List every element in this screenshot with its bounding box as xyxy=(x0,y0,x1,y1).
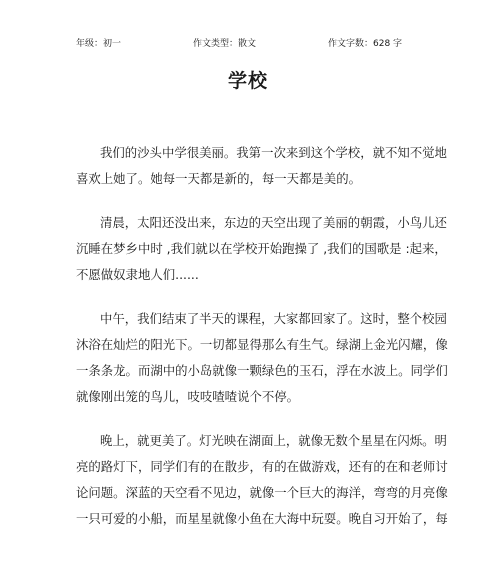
paragraph-3 xyxy=(76,306,448,410)
text-line: 就像刚出笼的鸟儿，吱吱喳喳说个不停。 xyxy=(76,389,300,404)
essay-body xyxy=(76,140,448,550)
word-count-label: 作文字数：628 字 xyxy=(328,39,403,49)
text-line: 不愿做奴隶地人们...... xyxy=(76,267,199,282)
text-line: 沐浴在灿烂的阳光下。一切都显得那么有生气。绿湖上金光闪耀，像 xyxy=(76,337,448,352)
text-line: 我们的沙头中学很美丽。我第一次来到这个学校，就不知不觉地 xyxy=(100,145,447,160)
text-line: 晚上，就更美了。灯光映在湖面上，就像无数个星星在闪烁。明 xyxy=(100,433,447,448)
paragraph-1 xyxy=(76,140,447,192)
text-line: 中午，我们结束了半天的课程，大家都回家了。这时，整个校园 xyxy=(100,311,447,326)
essay-title: 学校 xyxy=(227,70,268,92)
text-line: 亮的路灯下，同学们有的在散步，有的在做游戏，还有的在和老师讨 xyxy=(76,459,448,474)
grade-label: 年级：初一 xyxy=(76,39,122,49)
text-line: 一条条龙。而湖中的小岛就像一颗绿色的玉石，浮在水波上。同学们 xyxy=(76,363,448,378)
text-line: 论问题。深蓝的天空看不见边，就像一个巨大的海洋，弯弯的月亮像 xyxy=(76,485,448,500)
document-meta-row xyxy=(0,36,496,50)
essay-type-label: 作文类型：散文 xyxy=(193,39,257,49)
text-line: 沉睡在梦乡中时 ,我们就以在学校开始跑操了 ,我们的国歌是 :起来， xyxy=(76,241,447,256)
paragraph-2 xyxy=(76,210,447,288)
paragraph-4 xyxy=(76,428,448,532)
text-line: 清晨，太阳还没出来，东边的天空出现了美丽的朝霞，小鸟儿还 xyxy=(100,215,447,230)
text-line: 一只可爱的小船，而星星就像小鱼在大海中玩耍。晚自习开始了，每 xyxy=(76,511,448,526)
text-line: 喜欢上她了。她每一天都是新的，每一天都是美的。 xyxy=(76,171,361,186)
